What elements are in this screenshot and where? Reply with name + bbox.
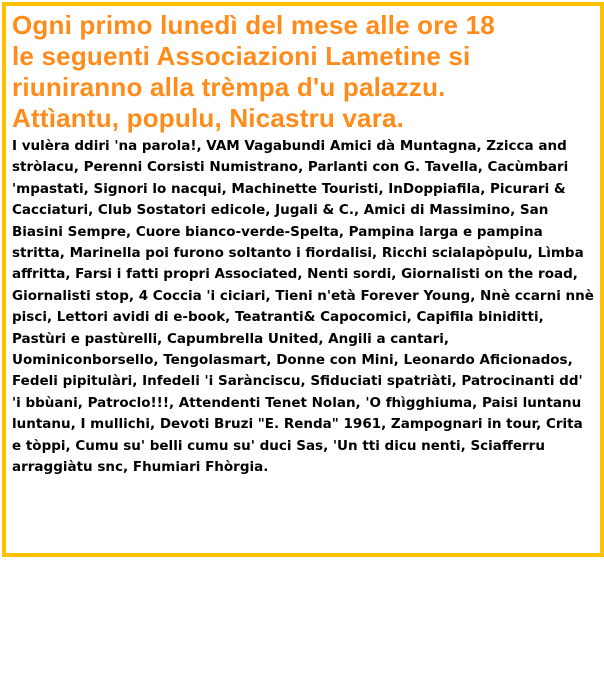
headline-line-3: riuniranno alla trèmpa d'u palazzu. — [12, 72, 446, 102]
headline-line-1: Ogni primo lunedì del mese alle ore 18 — [12, 10, 495, 40]
headline-line-4: Attìantu, populu, Nicastru vara. — [12, 103, 405, 133]
associations-list: I vulèra ddiri 'na parola!, VAM Vagabundi Amici dà Muntagna, Zzicca and stròlacu, Perenni Corsisti Numistrano, Parlanti con G. Tavella, Cacùmbari 'mpastati, Signori lo nacqui, Machinette Touristi, InDoppiafila, Picurari & Cacciaturi, Club Sostatori edicole, Jugali & C., Amici di Massimino, San Biasini Sempre, Cuore bianco-verde-Spelta, Pampina larga e pampina stritta, Marinella poi furono soltanto i fiordalisi, Ricchi scialapòpulu, Lìmba affritta, Farsi i fatti propri Associated, Nenti sordi, Giornalisti on the road, Giornalisti stop, 4 Coccia 'i ciciari, Tieni n'età Forever Young, Nnè ccarni nnè pisci, Lettori avidi di e-book, Teatranti& Capocomici, Capifila biniditti, Pastùri e pastùrelli, Capumbrella United, Angili a cantari, Uominiconborsello, Tengolasmart, Donne con Mini, Leonardo Aficionados, Fedeli pipitulàri, Infedeli 'i Sarànciscu, Sfiduciati spatriàti, Patrocinanti dd' 'i bbùani, Patroclo!!!, Attendenti Tenet Nolan, 'O fhìgghiuma, Paisi luntanu luntanu, I mullichi, Devoti Bruzi "E. Renda" 1961, Zampognari in tour, Crita e tòppi, Cumu su' belli cumu su' duci Sas, 'Un tti dicu nenti, Sciafferru arraggiàtu snc, Fhumiari Fhòrgia. — [12, 138, 594, 476]
headline — [6, 6, 600, 134]
notice-box — [2, 2, 604, 557]
headline-line-2: le seguenti Associazioni Lametine si — [12, 41, 471, 71]
